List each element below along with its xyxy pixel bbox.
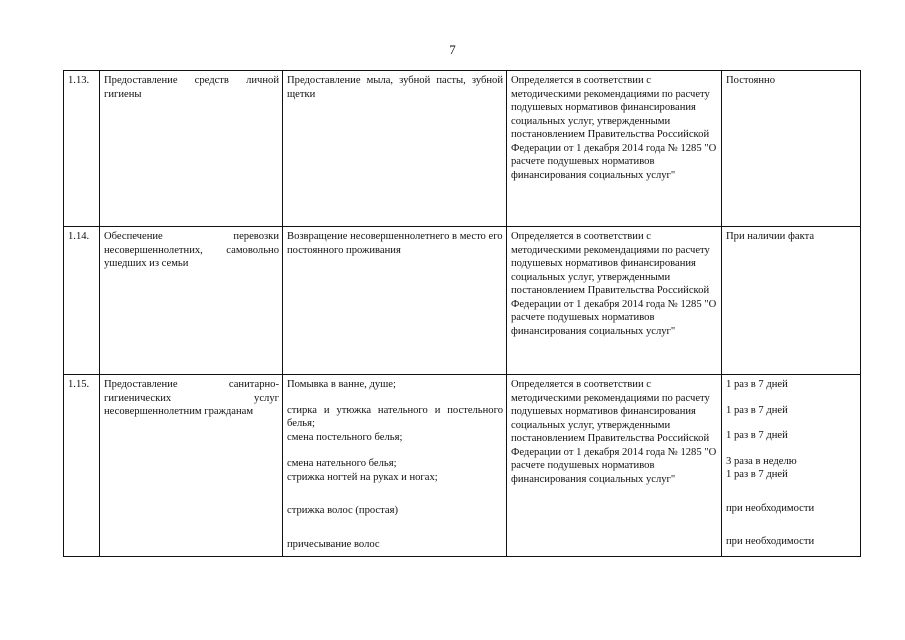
service-description: Предоставление мыла, зубной пасты, зубной щетки	[283, 71, 507, 227]
service-standard: Определяется в соответствии с методическими рекомендациями по расчету подушевых нормативов финансирования социальных услуг, утвержденными постановлением Правительства Российской Федерации от 1 декабря 2014 года № 1285 "О расчете подушевых нормативов финансирования социальных услуг"	[507, 71, 722, 227]
frequency-item: 1 раз в 7 дней	[726, 430, 788, 441]
service-item: Помывка в ванне, душе;	[287, 379, 396, 390]
service-description	[283, 375, 507, 557]
service-item: причесывание волос	[287, 538, 380, 550]
service-item: стрижка волос (простая)	[287, 505, 398, 516]
service-name: Обеспечение перевозки несовершеннолетних, самовольно ушедших из семьи	[100, 227, 283, 375]
service-name: Предоставление санитарно-гигиенических услуг несовершеннолетним гражданам	[100, 375, 283, 557]
table-row	[64, 71, 861, 227]
service-description: Возвращение несовершеннолетнего в место его постоянного проживания	[283, 227, 507, 375]
service-frequency: Постоянно	[722, 71, 861, 227]
services-table	[63, 70, 861, 557]
frequency-item: 1 раз в 7 дней	[726, 469, 788, 480]
frequency-item: 1 раз в 7 дней	[726, 404, 788, 416]
service-frequency: При наличии факта	[722, 227, 861, 375]
frequency-item: при необходимости	[726, 502, 815, 514]
service-item: смена нательного белья;	[287, 458, 397, 469]
table-row	[64, 375, 861, 557]
service-item: стрижка ногтей на руках и ногах;	[287, 471, 438, 483]
row-number: 1.13.	[64, 71, 100, 227]
service-name: Предоставление средств личной гигиены	[100, 71, 283, 227]
service-standard: Определяется в соответствии с методическими рекомендациями по расчету подушевых нормативов финансирования социальных услуг, утвержденными постановлением Правительства Российской Федерации от 1 декабря 2014 года № 1285 "О расчете подушевых нормативов финансирования социальных услуг"	[507, 375, 722, 557]
service-item: смена постельного белья;	[287, 431, 403, 443]
frequency-item: 3 раза в неделю	[726, 455, 797, 467]
service-standard: Определяется в соответствии с методическими рекомендациями по расчету подушевых нормативов финансирования социальных услуг, утвержденными постановлением Правительства Российской Федерации от 1 декабря 2014 года № 1285 "О расчете подушевых нормативов финансирования социальных услуг"	[507, 227, 722, 375]
service-item: стирка и утюжка нательного и постельного белья;	[287, 404, 503, 429]
row-number: 1.15.	[64, 375, 100, 557]
page-number: 7	[449, 42, 456, 57]
frequency-item: 1 раз в 7 дней	[726, 379, 788, 390]
row-number: 1.14.	[64, 227, 100, 375]
table-row	[64, 227, 861, 375]
service-frequency	[722, 375, 861, 557]
frequency-item: при необходимости	[726, 536, 815, 547]
